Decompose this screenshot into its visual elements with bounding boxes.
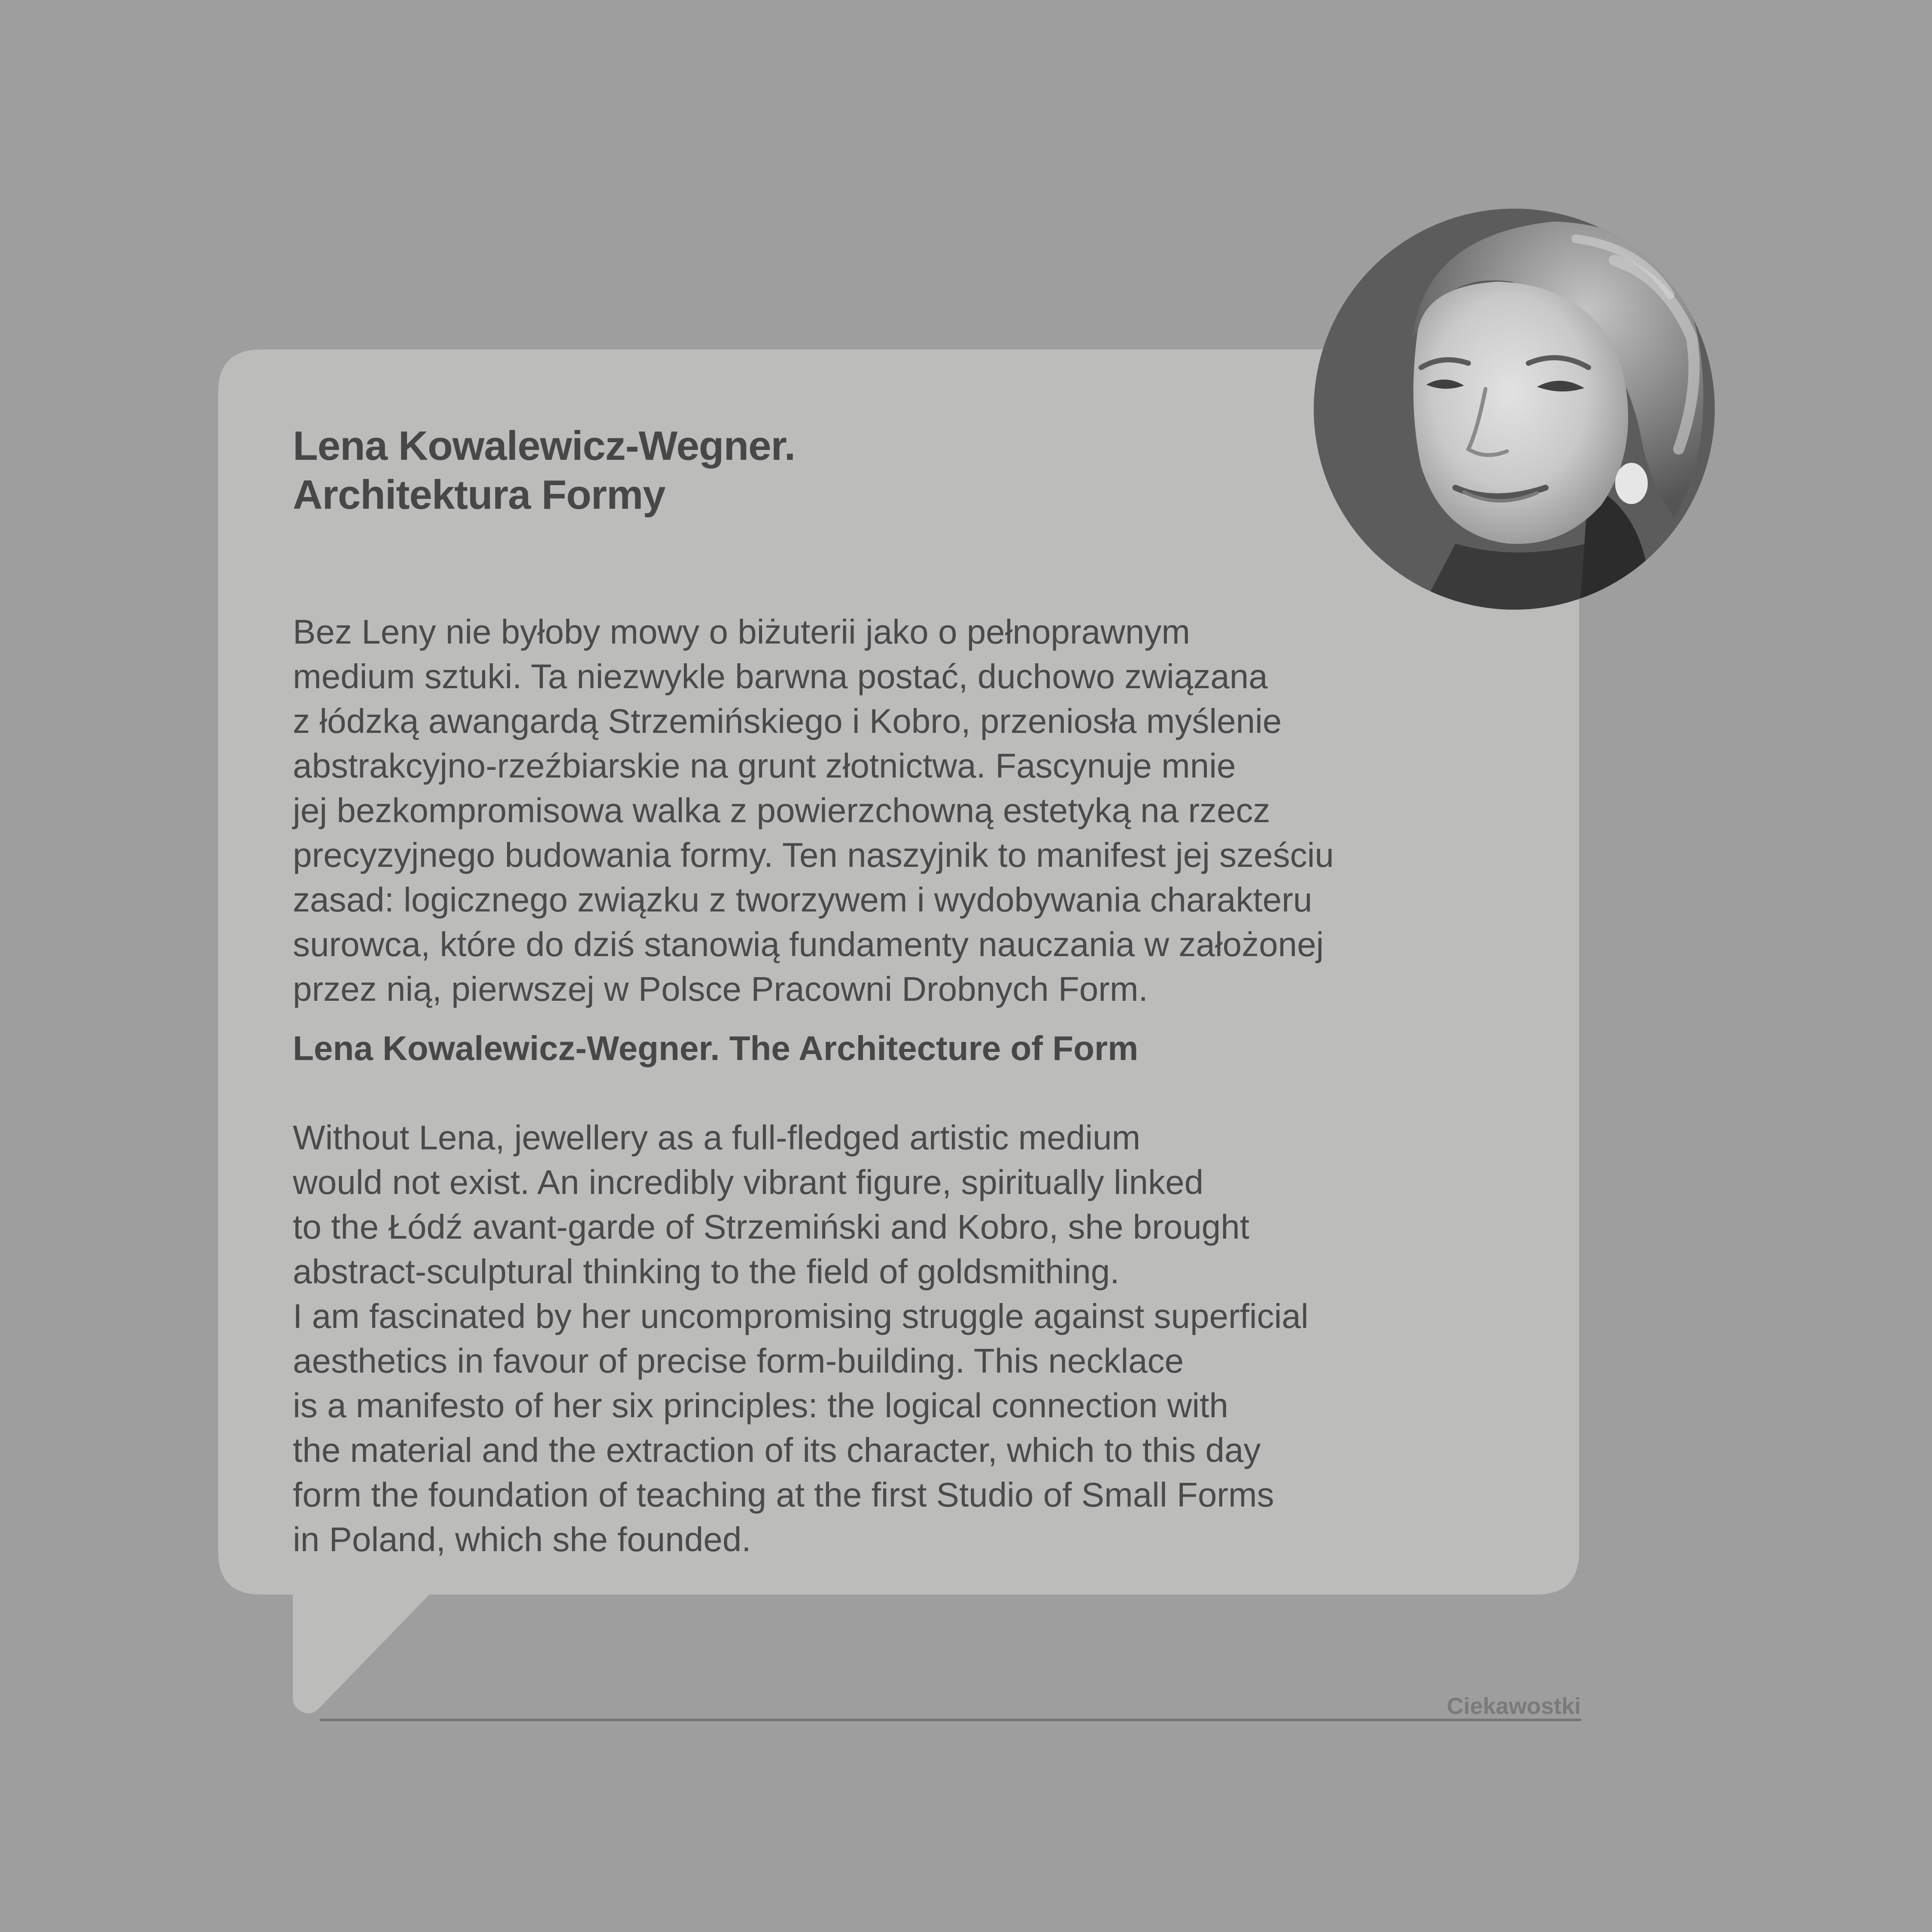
- english-line: would not exist. An incredibly vibrant figure, spiritually linked: [293, 1163, 1204, 1201]
- polish-line: zasad: logicznego związku z tworzywem i wydobywania charakteru: [293, 881, 1312, 919]
- polish-line: Bez Leny nie byłoby mowy o biżuterii jako o pełnoprawnym: [293, 613, 1190, 651]
- english-line: Without Lena, jewellery as a full-fledged artistic medium: [293, 1118, 1141, 1157]
- polish-line: z łódzką awangardą Strzemińskiego i Kobro, przeniosła myślenie: [293, 702, 1282, 740]
- polish-line: precyzyjnego budowania formy. Ten naszyjnik to manifest jej sześciu: [293, 836, 1334, 874]
- english-line: aesthetics in favour of precise form-building. This necklace: [293, 1342, 1184, 1380]
- title-line-1: Lena Kowalewicz-Wegner.: [293, 423, 796, 469]
- english-line: the material and the extraction of its character, which to this day: [293, 1431, 1261, 1469]
- polish-line: jej bezkompromisowa walka z powierzchowną estetyką na rzecz: [293, 791, 1270, 829]
- polish-line: przez nią, pierwszej w Polsce Pracowni Drobnych Form.: [293, 970, 1148, 1008]
- title-line-2: Architektura Formy: [293, 472, 665, 518]
- english-line: abstract-sculptural thinking to the field of goldsmithing.: [293, 1252, 1120, 1291]
- english-line: I am fascinated by her uncompromising struggle against superficial: [293, 1297, 1309, 1335]
- english-line: form the foundation of teaching at the first Studio of Small Forms: [293, 1476, 1274, 1514]
- polish-description: [293, 565, 1334, 1012]
- english-line: in Poland, which she founded.: [293, 1520, 751, 1558]
- footer-label: Ciekawostki: [1446, 1693, 1581, 1719]
- page-title: [293, 422, 795, 519]
- english-line: is a manifesto of her six principles: the logical connection with: [293, 1386, 1228, 1425]
- english-line: to the Łódź avant-garde of Strzemiński and Kobro, she brought: [293, 1208, 1250, 1246]
- polish-line: surowca, które do dziś stanowią fundamenty nauczania w założonej: [293, 925, 1324, 963]
- polish-line: medium sztuki. Ta niezwykle barwna postać, duchowo związana: [293, 657, 1268, 696]
- polish-line: abstrakcyjno-rzeźbiarskie na grunt złotnictwa. Fascynuje mnie: [293, 747, 1236, 785]
- english-description: [293, 1071, 1309, 1562]
- portrait-photo: [1314, 209, 1715, 610]
- english-title: Lena Kowalewicz-Wegner. The Architecture of Form: [293, 1029, 1139, 1067]
- footer-divider: [320, 1719, 1581, 1721]
